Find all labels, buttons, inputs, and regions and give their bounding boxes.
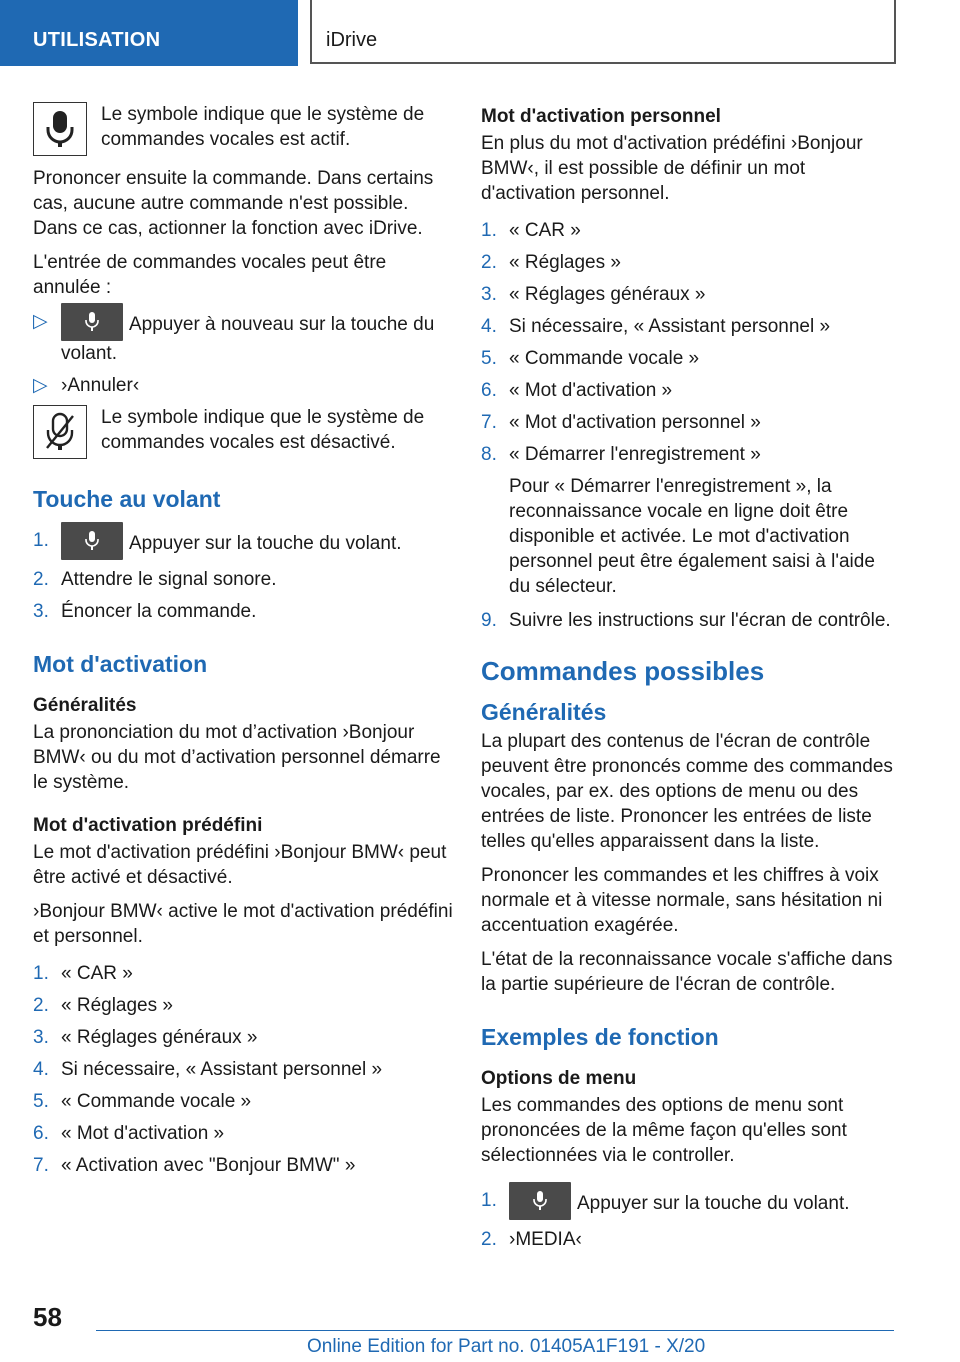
list-item [481, 1188, 896, 1220]
step8-note: Pour « Démarrer l'enregistrement », la reconnaissance vocale en ligne doit être disponible et activée. Le mot d'activation personnel peut être également saisi à l'aide du sélecteur. [509, 476, 875, 597]
list-number: 3. [33, 601, 49, 622]
list-item [481, 250, 896, 275]
header-section-tab [0, 0, 298, 66]
list-text: « Démarrer l'enregistrement » [509, 444, 761, 465]
heading-personnel: Mot d'activation personnel [481, 106, 721, 127]
list-number: 7. [481, 412, 497, 433]
steering-wheel-button-image [61, 303, 123, 341]
bullet-marker: ▷ [33, 311, 48, 332]
heading-commandes-possibles: Commandes possibles [481, 656, 765, 686]
list-number: 4. [33, 1059, 49, 1080]
symbol-active-text: Le symbole indique que le système de commandes vocales est actif. [101, 104, 425, 150]
list-number: 1. [481, 1190, 497, 1211]
paragraph-generalites: La prononciation du mot d’activation ›Bonjour BMW‹ ou du mot d’activation personnel démarre le système. [33, 722, 441, 793]
list-number: 2. [481, 252, 497, 273]
list-number: 1. [33, 530, 49, 551]
bullet-text: ›Annuler‹ [61, 375, 140, 396]
list-item [481, 282, 896, 307]
list-item [33, 599, 453, 624]
list-text: « Commande vocale » [61, 1091, 252, 1112]
heading-mot-activation: Mot d'activation [33, 651, 208, 677]
microphone-off-icon [33, 405, 87, 459]
list-item [33, 1089, 453, 1114]
list-item [481, 410, 896, 435]
list-item [481, 608, 896, 633]
bullet-item [33, 309, 453, 366]
paragraph-predefini-2: ›Bonjour BMW‹ active le mot d'activation prédéfini et personnel. [33, 901, 453, 947]
list-item [33, 1153, 453, 1178]
symbol-off-row [33, 405, 453, 459]
list-item [33, 993, 453, 1018]
list-text: Appuyer sur la touche du volant. [577, 1193, 850, 1215]
list-number: 5. [33, 1091, 49, 1112]
list-text: Si nécessaire, « Assistant personnel » [61, 1059, 383, 1080]
paragraph-personnel: En plus du mot d'activation prédéfini ›Bonjour BMW‹, il est possible de définir un mot d'activation personnel. [481, 133, 863, 204]
list-text: Appuyer sur la touche du volant. [129, 533, 402, 555]
list-number: 6. [481, 380, 497, 401]
paragraph-gen-3: L'état de la reconnaissance vocale s'affiche dans la partie supérieure de l'écran de contrôle. [481, 949, 893, 995]
list-text: « Réglages généraux » [61, 1027, 258, 1048]
list-number: 2. [33, 569, 49, 590]
list-text: « Mot d'activation personnel » [509, 412, 761, 433]
header-section-label: UTILISATION [33, 29, 161, 51]
list-item [481, 346, 896, 371]
list-text: ›MEDIA‹ [509, 1229, 582, 1250]
heading-options-menu: Options de menu [481, 1068, 637, 1089]
list-number: 4. [481, 316, 497, 337]
heading-predefini: Mot d'activation prédéfini [33, 815, 263, 836]
paragraph-gen-1: La plupart des contenus de l'écran de contrôle peuvent être prononcés comme des commandes vocales, par ex. des options de menu ou des entrées de liste. Prononcer les entrées de liste telles qu'elles apparaissent dans la liste. [481, 731, 893, 852]
list-item [33, 528, 453, 560]
list-item [481, 314, 896, 339]
list-item [33, 567, 453, 592]
list-item [481, 378, 896, 403]
paragraph-gen-2: Prononcer les commandes et les chiffres à voix normale et à vitesse normale, sans hésitation ni accentuation exagérée. [481, 865, 883, 936]
list-text: « Réglages » [509, 252, 621, 273]
list-number: 2. [481, 1229, 497, 1250]
list-number: 5. [481, 348, 497, 369]
list-text: « Mot d'activation » [61, 1123, 225, 1144]
bullet-item [33, 373, 453, 398]
header-topic-box [310, 0, 896, 64]
list-text: Attendre le signal sonore. [61, 569, 277, 590]
list-text: « Commande vocale » [509, 348, 700, 369]
paragraph-cancel: L'entrée de commandes vocales peut être annulée : [33, 252, 387, 298]
heading-exemples: Exemples de fonction [481, 1024, 719, 1050]
bullet-text: Appuyer à nouveau sur la touche du volant. [61, 314, 435, 364]
list-number: 2. [33, 995, 49, 1016]
footer-divider [96, 1330, 894, 1331]
list-text: Si nécessaire, « Assistant personnel » [509, 316, 831, 337]
list-text: « CAR » [61, 963, 133, 984]
paragraph-command: Prononcer ensuite la commande. Dans certains cas, aucune autre commande n'est possible. Dans ce cas, actionner la fonction avec iDrive. [33, 168, 434, 239]
list-number: 1. [33, 963, 49, 984]
symbol-off-text: Le symbole indique que le système de commandes vocales est désactivé. [101, 407, 425, 453]
right-column [481, 100, 896, 1259]
heading-touche-au-volant: Touche au volant [33, 486, 221, 512]
symbol-active-row [33, 102, 453, 156]
list-number: 9. [481, 610, 497, 631]
list-number: 1. [481, 220, 497, 241]
list-number: 8. [481, 444, 497, 465]
list-text: Suivre les instructions sur l'écran de contrôle. [509, 610, 891, 631]
predefini-steps-list [33, 961, 453, 1178]
list-text: « Réglages généraux » [509, 284, 706, 305]
list-text: Énoncer la commande. [61, 601, 257, 622]
heading-generalites: Généralités [33, 695, 137, 716]
list-text: « CAR » [509, 220, 581, 241]
list-item [33, 1025, 453, 1050]
list-item [481, 1227, 896, 1252]
heading-generalites-right: Généralités [481, 699, 607, 725]
list-text: « Réglages » [61, 995, 173, 1016]
list-number: 3. [481, 284, 497, 305]
bullet-marker: ▷ [33, 375, 48, 396]
footer-edition: Online Edition for Part no. 01405A1F191 - X/20 [307, 1336, 706, 1357]
personnel-steps-list [481, 218, 896, 467]
list-item [481, 218, 896, 243]
list-item [33, 1121, 453, 1146]
page-number: 58 [33, 1302, 62, 1332]
list-number: 6. [33, 1123, 49, 1144]
paragraph-options: Les commandes des options de menu sont prononcées de la même façon qu'elles sont sélectionnées via le controller. [481, 1095, 847, 1166]
list-text: « Activation avec "Bonjour BMW" » [61, 1155, 356, 1176]
list-item [33, 961, 453, 986]
list-text: « Mot d'activation » [509, 380, 673, 401]
steering-wheel-button-image [61, 522, 123, 560]
list-item [33, 1057, 453, 1082]
paragraph-predefini-1: Le mot d'activation prédéfini ›Bonjour BMW‹ peut être activé et désactivé. [33, 842, 447, 888]
left-column [33, 100, 453, 1185]
list-number: 3. [33, 1027, 49, 1048]
microphone-icon [33, 102, 87, 156]
list-item [481, 442, 896, 467]
list-number: 7. [33, 1155, 49, 1176]
header-topic-label: iDrive [326, 29, 378, 51]
steering-wheel-button-image [509, 1182, 571, 1220]
